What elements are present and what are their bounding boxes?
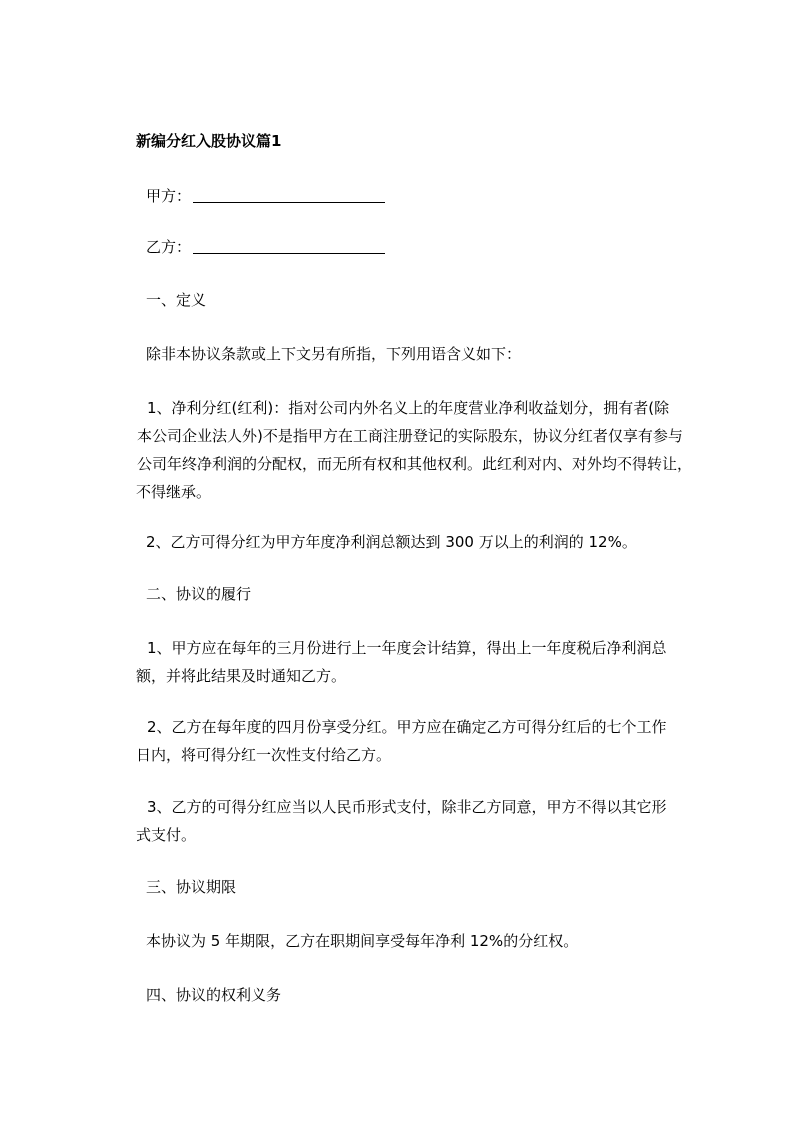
- definition-1-line-3: 公司年终净利润的分配权，而无所有权和其他权利。此红利对内、对外均不得转让，: [137, 455, 693, 473]
- performance-3-line-1: 3、乙方的可得分红应当以人民币形式支付，除非乙方同意，甲方不得以其它形: [147, 798, 667, 816]
- section-heading-performance: 二、协议的履行: [146, 585, 252, 603]
- performance-3-line-2: 式支付。: [136, 826, 197, 844]
- section-heading-definitions: 一、定义: [146, 291, 207, 309]
- party-a-row: [146, 182, 385, 210]
- party-a-blank: [193, 186, 385, 203]
- section-heading-term: 三、协议期限: [146, 878, 237, 896]
- section-heading-rights-obligations: 四、协议的权利义务: [146, 986, 282, 1004]
- performance-1-line-2: 额，并将此结果及时通知乙方。: [136, 667, 347, 685]
- definition-1-paragraph: [136, 394, 696, 506]
- intro-paragraph: 除非本协议条款或上下文另有所指，下列用语含义如下：: [146, 345, 522, 363]
- party-a-label: 甲方：: [146, 187, 192, 205]
- performance-1-line-1: 1、甲方应在每年的三月份进行上一年度会计结算，得出上一年度税后净利润总: [147, 639, 667, 657]
- definition-1-line-2: 本公司企业法人外)不是指甲方在工商注册登记的实际股东，协议分红者仅享有参与: [137, 427, 683, 445]
- definition-2-paragraph: 2、乙方可得分红为甲方年度净利润总额达到 300 万以上的利润的 12%。: [146, 533, 637, 551]
- performance-3-paragraph: [136, 793, 696, 849]
- document-title: 新编分红入股协议篇1: [136, 132, 282, 150]
- performance-2-line-2: 日内，将可得分红一次性支付给乙方。: [136, 746, 392, 764]
- party-b-blank: [193, 237, 385, 254]
- performance-2-line-1: 2、乙方在每年度的四月份享受分红。甲方应在确定乙方可得分红后的七个工作: [147, 718, 667, 736]
- definition-1-line-4: 不得继承。: [136, 483, 212, 501]
- party-b-row: [146, 233, 385, 261]
- performance-2-paragraph: [136, 713, 696, 769]
- party-b-label: 乙方：: [146, 238, 192, 256]
- term-paragraph: 本协议为 5 年期限，乙方在职期间享受每年净利 12%的分红权。: [146, 932, 579, 950]
- definition-1-line-1: 1、净利分红(红利)：指对公司内外名义上的年度营业净利收益划分，拥有者(除: [147, 399, 670, 417]
- performance-1-paragraph: [136, 634, 696, 690]
